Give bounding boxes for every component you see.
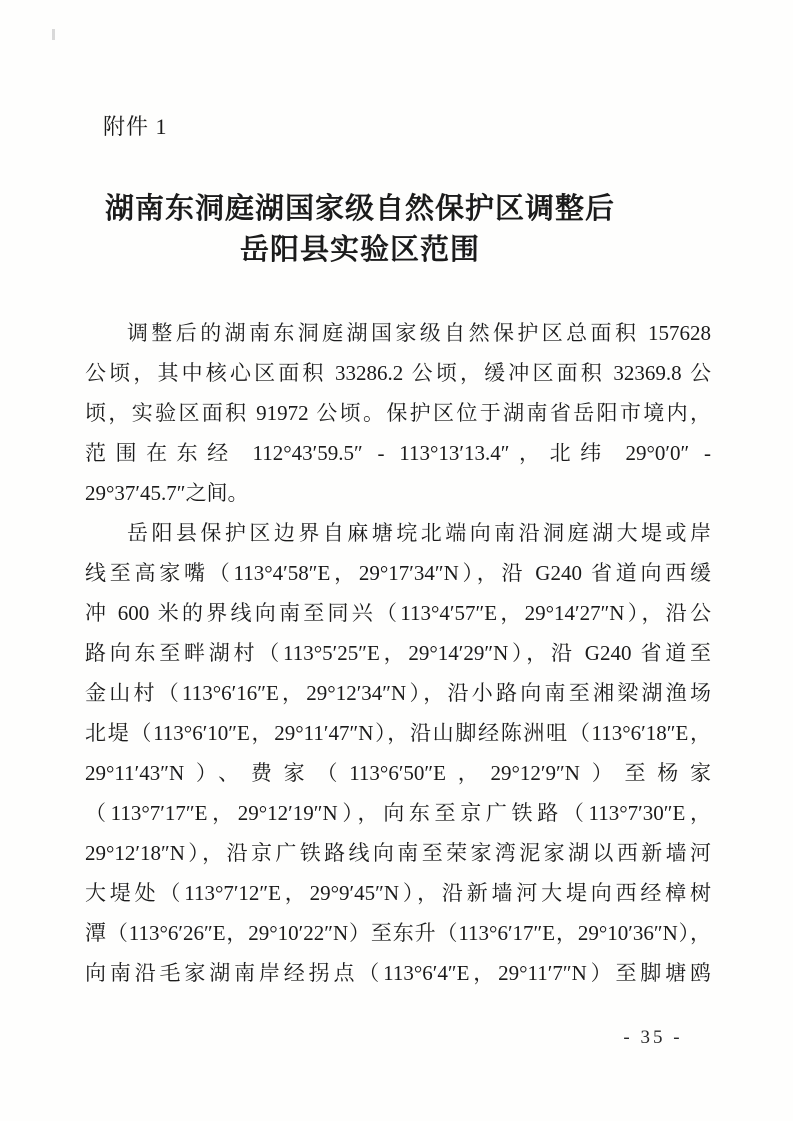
text-line: 潭（113°6′26″E，29°10′22″N）至东升（113°6′17″E，29°10′36″N）， [85,921,711,945]
text-line: （113°7′17″E，29°12′19″N），向东至京广铁路（113°7′30″E， [85,801,711,825]
text-line: 线至高家嘴（113°4′58″E，29°17′34″N），沿 G240 省道向西缓 [85,561,711,585]
page-number: - 35 - [623,1027,683,1048]
attachment-label: 附件 1 [103,114,168,139]
text-line: 冲 600 米的界线向南至同兴（113°4′57″E，29°14′27″N），沿公 [85,601,711,625]
document-title-line-2: 岳阳县实验区范围 [239,234,480,266]
text-line: 岳阳县保护区边界自麻塘垸北端向南沿洞庭湖大堤或岸 [127,521,711,545]
text-line: 调整后的湖南东洞庭湖国家级自然保护区总面积 157628 [127,321,711,345]
text-line: 29°12′18″N），沿京广铁路线向南至荣家湾泥家湖以西新墙河 [85,841,711,865]
text-line: 北堤（113°6′10″E，29°11′47″N），沿山脚经陈洲咀（113°6′18″E， [85,721,711,745]
document-body [85,313,711,993]
text-line: 向南沿毛家湖南岸经拐点（113°6′4″E，29°11′7″N）至脚塘鸥 [85,961,711,985]
text-line: 大堤处（113°7′12″E，29°9′45″N），沿新墙河大堤向西经樟树 [85,881,711,905]
scan-artifact [52,29,55,40]
text-line: 29°37′45.7″之间。 [85,481,249,505]
text-line: 公顷，其中核心区面积 33286.2 公顷，缓冲区面积 32369.8 公 [85,361,711,385]
text-line: 顷，实验区面积 91972 公顷。保护区位于湖南省岳阳市境内， [85,401,711,425]
text-line: 范围在东经 112°43′59.5″ - 113°13′13.4″，北纬 29°0′0″ - [85,441,711,465]
text-line: 29°11′43″N）、费家（113°6′50″E，29°12′9″N）至杨家 [85,761,711,785]
document-title [58,189,662,271]
document-title-line-1: 湖南东洞庭湖国家级自然保护区调整后 [104,193,615,225]
text-line: 金山村（113°6′16″E，29°12′34″N），沿小路向南至湘梁湖渔场 [85,681,711,705]
text-line: 路向东至畔湖村（113°5′25″E，29°14′29″N），沿 G240 省道至 [85,641,711,665]
